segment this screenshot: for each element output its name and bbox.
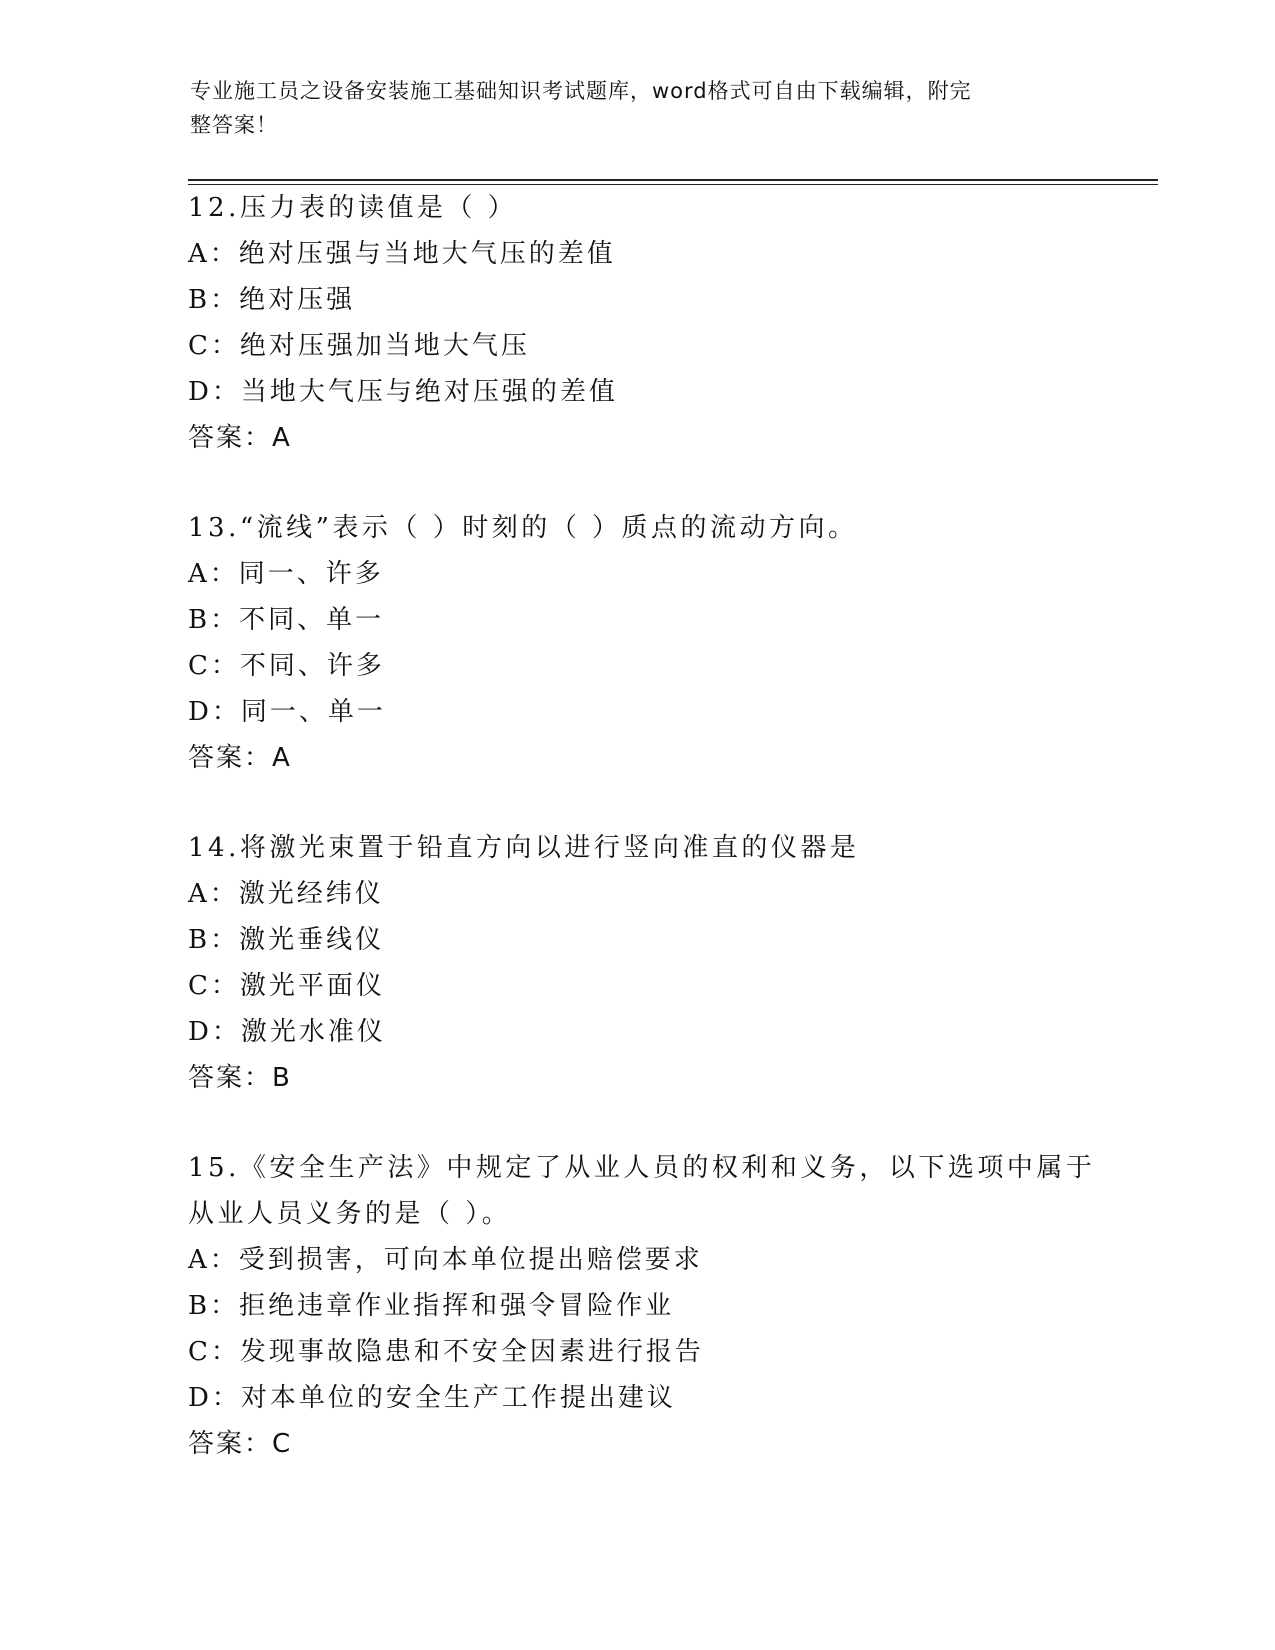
option-b: B：激光垂线仪 [188,925,385,955]
question-stem-line: 从业人员义务的是（ ）。 [188,1199,512,1229]
header-divider-thick [188,179,1158,181]
document-header [190,74,1070,142]
option-d: D：对本单位的安全生产工作提出建议 [188,1383,676,1413]
question-stem [188,185,1088,231]
answer-label: 答案：A [188,743,292,773]
question-stem [188,1145,1096,1237]
option-b: B：绝对压强 [188,285,356,315]
option-c: C：不同、许多 [188,651,385,681]
header-line-1: 专业施工员之设备安装施工基础知识考试题库，word格式可自由下载编辑，附完 [190,79,972,103]
question-stem-line: 12.压力表的读值是（ ） [188,193,518,223]
question-stem [188,825,1088,871]
option-b: B：拒绝违章作业指挥和强令冒险作业 [188,1291,675,1321]
question-stem [188,505,1088,551]
question-12 [188,185,1088,461]
answer-label: 答案：A [188,423,292,453]
option-a: A：同一、许多 [188,559,384,589]
question-14 [188,825,1088,1101]
option-a: A：激光经纬仪 [188,879,384,909]
question-stem-line: 14.将激光束置于铅直方向以进行竖向准直的仪器是 [188,833,860,863]
option-c: C：激光平面仪 [188,971,385,1001]
answer-label: 答案：C [188,1429,293,1459]
option-d: D：同一、单一 [188,697,386,727]
question-15 [188,1145,1096,1467]
option-c: C：发现事故隐患和不安全因素进行报告 [188,1337,704,1367]
option-b: B：不同、单一 [188,605,385,635]
question-13 [188,505,1088,781]
question-stem-line: 13.“流线”表示（ ）时刻的（ ）质点的流动方向。 [188,513,858,543]
option-d: D：当地大气压与绝对压强的差值 [188,377,618,407]
answer-label: 答案：B [188,1063,292,1093]
option-a: A：受到损害，可向本单位提出赔偿要求 [188,1245,703,1275]
option-d: D：激光水准仪 [188,1017,386,1047]
option-a: A：绝对压强与当地大气压的差值 [188,239,616,269]
question-stem-line: 15.《安全生产法》中规定了从业人员的权利和义务，以下选项中属于 [188,1153,1096,1183]
option-c: C：绝对压强加当地大气压 [188,331,530,361]
header-line-2: 整答案！ [190,113,278,137]
